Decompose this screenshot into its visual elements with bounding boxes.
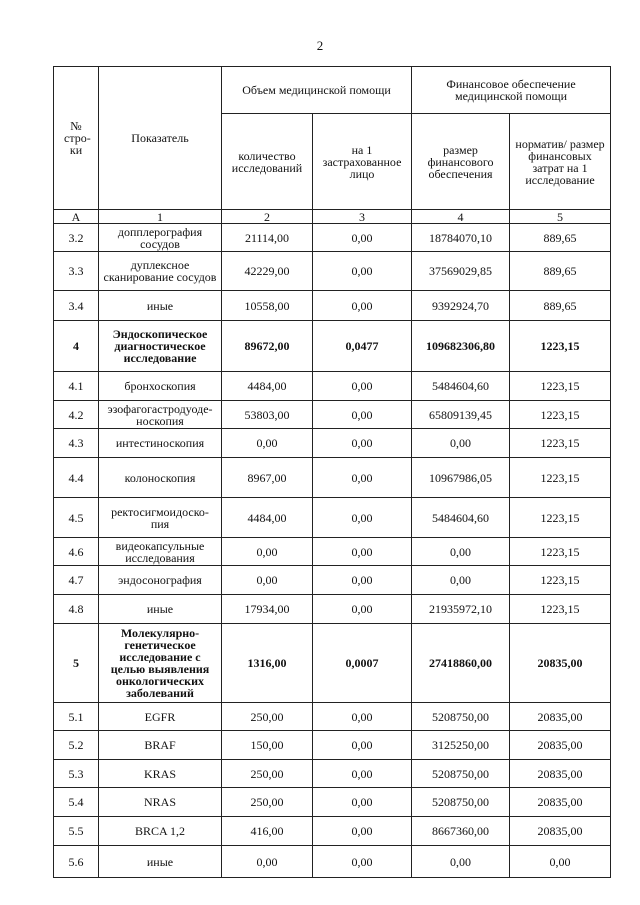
per-insured-cell: 0,00 — [313, 731, 412, 760]
row-number-cell: 4.7 — [54, 566, 99, 595]
table-row — [54, 731, 611, 760]
index-cell: 3 — [313, 210, 412, 224]
row-number-cell: 5.5 — [54, 817, 99, 846]
norm-cell: 1223,15 — [510, 498, 611, 538]
table-row — [54, 846, 611, 878]
per-insured-cell: 0,00 — [313, 429, 412, 458]
indicator-cell: допплерография сосудов — [99, 224, 222, 252]
per-insured-cell: 0,00 — [313, 252, 412, 291]
row-number-cell: 4.3 — [54, 429, 99, 458]
row-number-cell: 4.6 — [54, 538, 99, 566]
header-per-insured: на 1 застрахованное лицо — [313, 114, 412, 210]
index-cell: 2 — [222, 210, 313, 224]
header-finance-size: размер финансового обеспечения — [412, 114, 510, 210]
finance-size-cell: 0,00 — [412, 538, 510, 566]
count-cell: 150,00 — [222, 731, 313, 760]
finance-size-cell: 5208750,00 — [412, 788, 510, 817]
table-row — [54, 538, 611, 566]
norm-cell: 889,65 — [510, 252, 611, 291]
norm-cell: 20835,00 — [510, 760, 611, 788]
header-finance: Финансовое обеспечение медицинской помощи — [412, 67, 611, 114]
row-number-cell: 4.1 — [54, 372, 99, 401]
row-number-cell: 4.2 — [54, 401, 99, 429]
finance-size-cell: 0,00 — [412, 566, 510, 595]
indicator-cell: KRAS — [99, 760, 222, 788]
norm-cell: 0,00 — [510, 846, 611, 878]
count-cell: 0,00 — [222, 846, 313, 878]
finance-size-cell: 8667360,00 — [412, 817, 510, 846]
indicator-cell: EGFR — [99, 703, 222, 731]
per-insured-cell: 0,00 — [313, 498, 412, 538]
indicator-cell: интестиноскопия — [99, 429, 222, 458]
count-cell: 416,00 — [222, 817, 313, 846]
indicator-cell: колоноскопия — [99, 458, 222, 498]
norm-cell: 1223,15 — [510, 566, 611, 595]
count-cell: 17934,00 — [222, 595, 313, 624]
indicator-cell: эзофагогастродуоде-носкопия — [99, 401, 222, 429]
per-insured-cell: 0,00 — [313, 760, 412, 788]
data-table — [53, 66, 611, 878]
count-cell: 53803,00 — [222, 401, 313, 429]
finance-size-cell: 5484604,60 — [412, 498, 510, 538]
finance-size-cell: 5208750,00 — [412, 760, 510, 788]
header-volume: Объем медицинской помощи — [222, 67, 412, 114]
count-cell: 250,00 — [222, 703, 313, 731]
header-norm: норматив/ размер финансовых затрат на 1 исследование — [510, 114, 611, 210]
per-insured-cell: 0,00 — [313, 703, 412, 731]
per-insured-cell: 0,00 — [313, 458, 412, 498]
per-insured-cell: 0,00 — [313, 372, 412, 401]
table-row — [54, 429, 611, 458]
norm-cell: 20835,00 — [510, 788, 611, 817]
indicator-cell: бронхоскопия — [99, 372, 222, 401]
count-cell: 0,00 — [222, 538, 313, 566]
row-number-cell: 4.4 — [54, 458, 99, 498]
norm-cell: 1223,15 — [510, 595, 611, 624]
header-count: количество исследований — [222, 114, 313, 210]
norm-cell: 1223,15 — [510, 372, 611, 401]
finance-size-cell: 18784070,10 — [412, 224, 510, 252]
norm-cell: 889,65 — [510, 224, 611, 252]
per-insured-cell: 0,0477 — [313, 321, 412, 372]
header-row-number: № стро-ки — [54, 67, 99, 210]
finance-size-cell: 27418860,00 — [412, 624, 510, 703]
norm-cell: 20835,00 — [510, 703, 611, 731]
table-row — [54, 595, 611, 624]
table-row — [54, 498, 611, 538]
count-cell: 250,00 — [222, 788, 313, 817]
count-cell: 89672,00 — [222, 321, 313, 372]
indicator-cell: ректосигмоидоско-пия — [99, 498, 222, 538]
index-cell: 4 — [412, 210, 510, 224]
table-row — [54, 224, 611, 252]
norm-cell: 1223,15 — [510, 458, 611, 498]
indicator-cell: иные — [99, 846, 222, 878]
row-number-cell: 3.2 — [54, 224, 99, 252]
per-insured-cell: 0,00 — [313, 401, 412, 429]
count-cell: 21114,00 — [222, 224, 313, 252]
row-number-cell: 5.2 — [54, 731, 99, 760]
count-cell: 4484,00 — [222, 498, 313, 538]
table-row — [54, 817, 611, 846]
per-insured-cell: 0,00 — [313, 224, 412, 252]
indicator-cell: дуплексное сканирование сосудов — [99, 252, 222, 291]
row-number-cell: 5.3 — [54, 760, 99, 788]
count-cell: 0,00 — [222, 429, 313, 458]
count-cell: 1316,00 — [222, 624, 313, 703]
per-insured-cell: 0,0007 — [313, 624, 412, 703]
norm-cell: 20835,00 — [510, 624, 611, 703]
header-indicator: Показатель — [99, 67, 222, 210]
count-cell: 0,00 — [222, 566, 313, 595]
row-number-cell: 5.1 — [54, 703, 99, 731]
indicator-cell: BRCA 1,2 — [99, 817, 222, 846]
table-row — [54, 252, 611, 291]
finance-size-cell: 5484604,60 — [412, 372, 510, 401]
indicator-cell: Эндоскопическое диагностическое исследование — [99, 321, 222, 372]
per-insured-cell: 0,00 — [313, 817, 412, 846]
finance-size-cell: 0,00 — [412, 846, 510, 878]
count-cell: 8967,00 — [222, 458, 313, 498]
table-row — [54, 458, 611, 498]
table-row — [54, 401, 611, 429]
table-row — [54, 703, 611, 731]
row-number-cell: 4 — [54, 321, 99, 372]
per-insured-cell: 0,00 — [313, 846, 412, 878]
per-insured-cell: 0,00 — [313, 538, 412, 566]
norm-cell: 1223,15 — [510, 538, 611, 566]
indicator-cell: иные — [99, 595, 222, 624]
page-number: 2 — [316, 38, 324, 53]
indicator-cell: BRAF — [99, 731, 222, 760]
table-row — [54, 566, 611, 595]
norm-cell: 1223,15 — [510, 401, 611, 429]
table-row — [54, 321, 611, 372]
indicator-cell: Молекулярно-генетическое исследование с целью выявления онкологических заболеваний — [99, 624, 222, 703]
per-insured-cell: 0,00 — [313, 291, 412, 321]
row-number-cell: 4.5 — [54, 498, 99, 538]
count-cell: 10558,00 — [222, 291, 313, 321]
norm-cell: 20835,00 — [510, 817, 611, 846]
row-number-cell: 5.4 — [54, 788, 99, 817]
indicator-cell: эндосонография — [99, 566, 222, 595]
count-cell: 42229,00 — [222, 252, 313, 291]
finance-size-cell: 37569029,85 — [412, 252, 510, 291]
count-cell: 250,00 — [222, 760, 313, 788]
indicator-cell: иные — [99, 291, 222, 321]
per-insured-cell: 0,00 — [313, 566, 412, 595]
column-index-row — [54, 210, 611, 224]
finance-size-cell: 109682306,80 — [412, 321, 510, 372]
finance-size-cell: 0,00 — [412, 429, 510, 458]
table-row — [54, 291, 611, 321]
index-cell: 5 — [510, 210, 611, 224]
table-row — [54, 372, 611, 401]
finance-size-cell: 21935972,10 — [412, 595, 510, 624]
row-number-cell: 3.4 — [54, 291, 99, 321]
norm-cell: 1223,15 — [510, 321, 611, 372]
count-cell: 4484,00 — [222, 372, 313, 401]
finance-size-cell: 65809139,45 — [412, 401, 510, 429]
table-body — [54, 224, 611, 878]
index-cell: 1 — [99, 210, 222, 224]
indicator-cell: видеокапсульные исследования — [99, 538, 222, 566]
norm-cell: 889,65 — [510, 291, 611, 321]
norm-cell: 20835,00 — [510, 731, 611, 760]
row-number-cell: 5.6 — [54, 846, 99, 878]
row-number-cell: 5 — [54, 624, 99, 703]
index-cell: А — [54, 210, 99, 224]
indicator-cell: NRAS — [99, 788, 222, 817]
finance-size-cell: 9392924,70 — [412, 291, 510, 321]
finance-size-cell: 3125250,00 — [412, 731, 510, 760]
finance-size-cell: 10967986,05 — [412, 458, 510, 498]
finance-size-cell: 5208750,00 — [412, 703, 510, 731]
per-insured-cell: 0,00 — [313, 788, 412, 817]
per-insured-cell: 0,00 — [313, 595, 412, 624]
table-row — [54, 788, 611, 817]
norm-cell: 1223,15 — [510, 429, 611, 458]
table-row — [54, 624, 611, 703]
row-number-cell: 4.8 — [54, 595, 99, 624]
row-number-cell: 3.3 — [54, 252, 99, 291]
table-row — [54, 760, 611, 788]
